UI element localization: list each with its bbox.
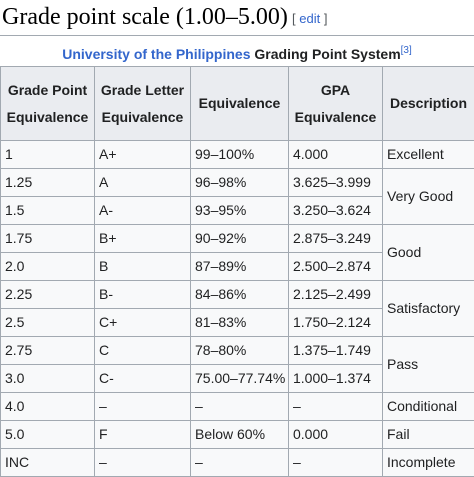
- description-cell: Fail: [383, 421, 474, 449]
- percent-range-cell: 87–89%: [191, 253, 289, 281]
- description-cell: Good: [383, 225, 474, 281]
- gpa-cell: 2.125–2.499: [289, 281, 383, 309]
- grade-point-cell: 1.5: [1, 197, 95, 225]
- header-row: [1, 67, 474, 141]
- grade-letter-cell: C: [95, 337, 191, 365]
- table-row: [1, 393, 474, 421]
- percent-range-cell: 90–92%: [191, 225, 289, 253]
- gpa-cell: 2.875–3.249: [289, 225, 383, 253]
- gpa-cell: 1.000–1.374: [289, 365, 383, 393]
- gpa-cell: 3.625–3.999: [289, 169, 383, 197]
- percent-range-cell: 84–86%: [191, 281, 289, 309]
- grade-letter-cell: B-: [95, 281, 191, 309]
- grade-letter-cell: C+: [95, 309, 191, 337]
- description-cell: Very Good: [383, 169, 474, 225]
- table-row: [1, 169, 474, 197]
- table-row: [1, 421, 474, 449]
- caption-text: Grading Point System: [254, 46, 400, 62]
- gpa-cell: 4.000: [289, 141, 383, 169]
- table-row: [1, 449, 474, 477]
- gpa-cell: –: [289, 449, 383, 477]
- table-row: [1, 281, 474, 309]
- header-grade-letter: Grade Letter Equivalence: [95, 67, 191, 141]
- reference-link[interactable]: [3]: [401, 45, 412, 56]
- university-link[interactable]: University of the Philippines: [62, 46, 250, 62]
- grade-point-cell: INC: [1, 449, 95, 477]
- percent-range-cell: 99–100%: [191, 141, 289, 169]
- header-grade-point: Grade Point Equivalence: [1, 67, 95, 141]
- grade-point-cell: 2.25: [1, 281, 95, 309]
- header-description: Description: [383, 67, 474, 141]
- table-row: [1, 141, 474, 169]
- section-heading: [0, 0, 474, 36]
- description-cell: Conditional: [383, 393, 474, 421]
- description-cell: Satisfactory: [383, 281, 474, 337]
- percent-range-cell: 81–83%: [191, 309, 289, 337]
- grade-point-cell: 2.5: [1, 309, 95, 337]
- table-caption: [0, 44, 474, 64]
- grade-letter-cell: B: [95, 253, 191, 281]
- header-gpa: GPA Equivalence: [289, 67, 383, 141]
- table-body: [1, 141, 474, 477]
- grade-point-cell: 1: [1, 141, 95, 169]
- grade-letter-cell: –: [95, 449, 191, 477]
- grade-letter-cell: F: [95, 421, 191, 449]
- percent-range-cell: 78–80%: [191, 337, 289, 365]
- grade-point-cell: 2.75: [1, 337, 95, 365]
- description-cell: Pass: [383, 337, 474, 393]
- grade-letter-cell: –: [95, 393, 191, 421]
- grade-point-cell: 3.0: [1, 365, 95, 393]
- grade-letter-cell: A+: [95, 141, 191, 169]
- percent-range-cell: 75.00–77.74%: [191, 365, 289, 393]
- grade-letter-cell: C-: [95, 365, 191, 393]
- grade-letter-cell: B+: [95, 225, 191, 253]
- gpa-cell: 2.500–2.874: [289, 253, 383, 281]
- grade-point-cell: 1.25: [1, 169, 95, 197]
- table-row: [1, 225, 474, 253]
- edit-link[interactable]: edit: [299, 11, 320, 26]
- grade-letter-cell: A: [95, 169, 191, 197]
- percent-range-cell: Below 60%: [191, 421, 289, 449]
- percent-range-cell: –: [191, 449, 289, 477]
- description-cell: Incomplete: [383, 449, 474, 477]
- table-row: [1, 337, 474, 365]
- gpa-cell: 3.250–3.624: [289, 197, 383, 225]
- gpa-cell: 1.750–2.124: [289, 309, 383, 337]
- section-title: Grade point scale (1.00–5.00): [2, 2, 288, 32]
- gpa-cell: 1.375–1.749: [289, 337, 383, 365]
- gpa-cell: 0.000: [289, 421, 383, 449]
- grade-point-cell: 4.0: [1, 393, 95, 421]
- grade-letter-cell: A-: [95, 197, 191, 225]
- description-cell: Excellent: [383, 141, 474, 169]
- grade-point-cell: 1.75: [1, 225, 95, 253]
- grade-point-cell: 2.0: [1, 253, 95, 281]
- gpa-cell: –: [289, 393, 383, 421]
- percent-range-cell: –: [191, 393, 289, 421]
- percent-range-cell: 93–95%: [191, 197, 289, 225]
- edit-bracket-open: [: [292, 11, 296, 26]
- grading-table: [0, 66, 474, 477]
- percent-range-cell: 96–98%: [191, 169, 289, 197]
- header-equivalence: Equivalence: [191, 67, 289, 141]
- grade-point-cell: 5.0: [1, 421, 95, 449]
- edit-section: [292, 11, 327, 27]
- edit-bracket-close: ]: [324, 11, 328, 26]
